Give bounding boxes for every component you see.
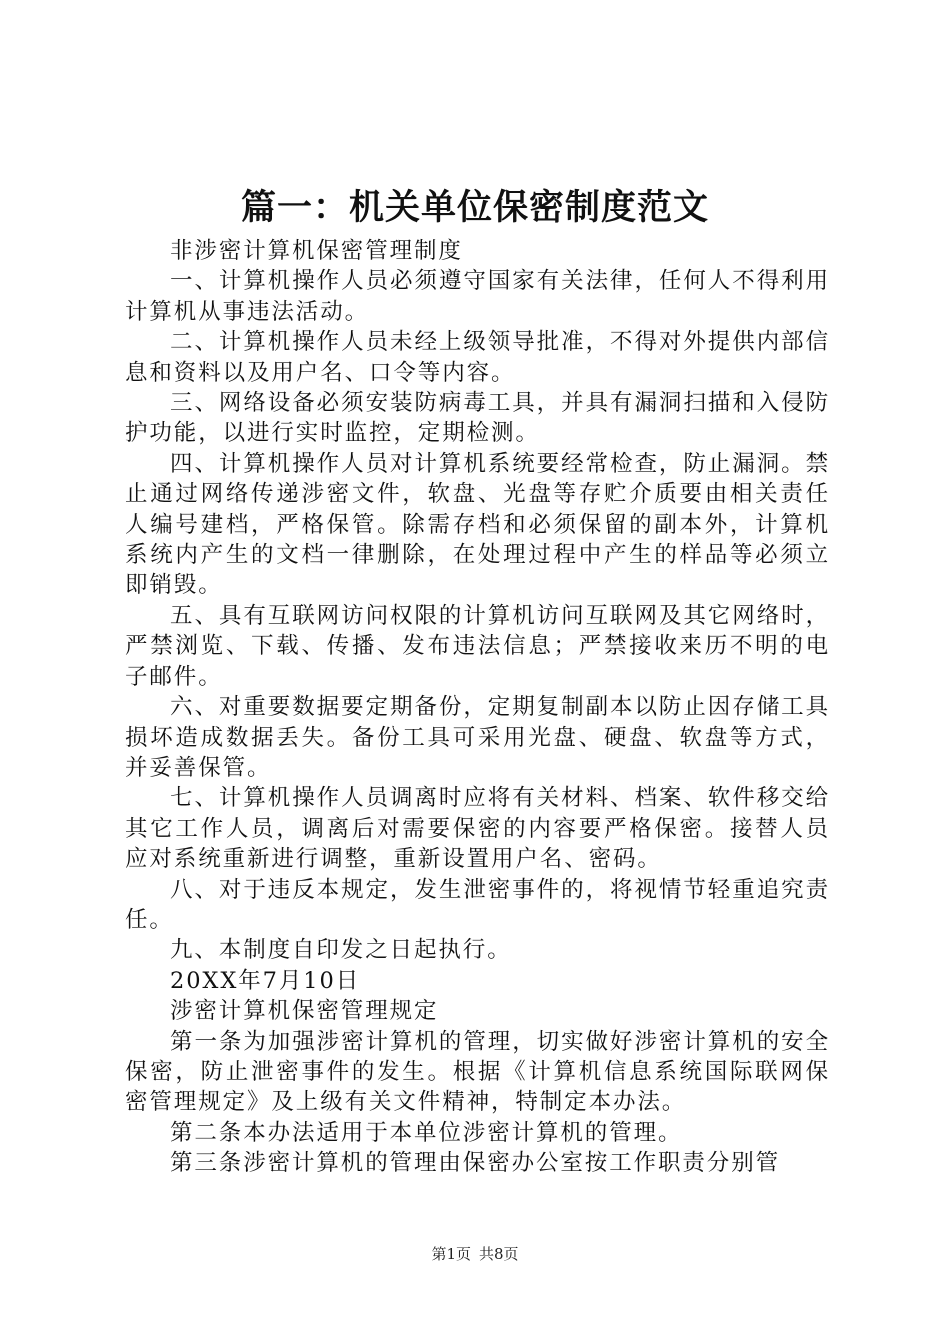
document-title: 篇一：机关单位保密制度范文 <box>240 187 709 228</box>
paragraph: 五、具有互联网访问权限的计算机访问互联网及其它网络时，严禁浏览、下载、传播、发布违法信息；严禁接收来历不明的电子邮件。 <box>125 602 830 690</box>
paragraph: 九、本制度自印发之日起执行。 <box>170 937 512 964</box>
paragraph-heading-2: 涉密计算机保密管理规定 <box>170 998 439 1025</box>
paragraph: 第三条涉密计算机的管理由保密办公室按工作职责分别管 <box>170 1150 781 1177</box>
paragraph: 第二条本办法适用于本单位涉密计算机的管理。 <box>170 1119 683 1146</box>
page-footer <box>0 1244 950 1264</box>
paragraph: 八、对于违反本规定，发生泄密事件的，将视情节轻重追究责任。 <box>125 876 830 933</box>
paragraph: 四、计算机操作人员对计算机系统要经常检查，防止漏洞。禁止通过网络传递涉密文件，软盘、光盘等存贮介质要由相关责任人编号建档，严格保管。除需存档和必须保留的副本外，计算机系统内产生的文档一律删除，在处理过程中产生的样品等必须立即销毁。 <box>125 450 830 599</box>
paragraph: 七、计算机操作人员调离时应将有关材料、档案、软件移交给其它工作人员，调离后对需要保密的内容要严格保密。接替人员应对系统重新进行调整，重新设置用户名、密码。 <box>125 785 830 873</box>
paragraph: 一、计算机操作人员必须遵守国家有关法律，任何人不得利用计算机从事违法活动。 <box>125 268 830 325</box>
document-body <box>125 236 830 1179</box>
page-number: 第1页 <box>431 1245 471 1263</box>
page-total: 共8页 <box>479 1245 519 1263</box>
paragraph: 六、对重要数据要定期备份，定期复制副本以防止因存储工具损坏造成数据丢失。备份工具可采用光盘、硬盘、软盘等方式，并妥善保管。 <box>125 694 830 781</box>
paragraph: 第一条为加强涉密计算机的管理，切实做好涉密计算机的安全保密，防止泄密事件的发生。根据《计算机信息系统国际联网保密管理规定》及上级有关文件精神，特制定本办法。 <box>125 1028 830 1116</box>
paragraph-heading-1: 非涉密计算机保密管理制度 <box>170 238 463 264</box>
paragraph: 二、计算机操作人员未经上级领导批准，不得对外提供内部信息和资料以及用户名、口令等内容。 <box>125 329 830 386</box>
paragraph: 三、网络设备必须安装防病毒工具，并具有漏洞扫描和入侵防护功能，以进行实时监控，定期检测。 <box>125 390 830 447</box>
date-line: 20XX年7月10日 <box>170 967 361 994</box>
